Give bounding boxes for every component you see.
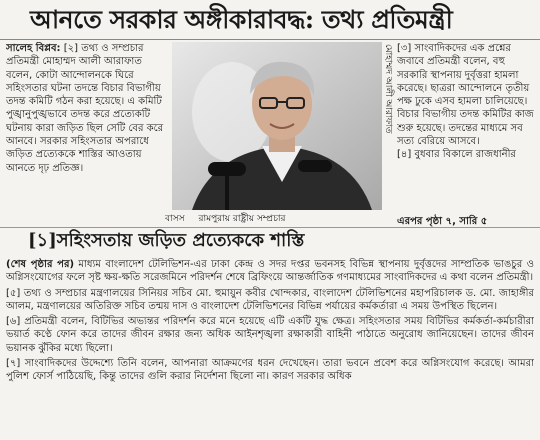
left-column xyxy=(6,42,168,227)
left-column-paragraph xyxy=(6,42,168,175)
right-column-text-2: [৪] বুধবার বিকালে রাজধানীর xyxy=(397,149,516,161)
news-source: বাসস xyxy=(165,214,185,224)
article-body xyxy=(6,258,534,438)
right-column xyxy=(397,42,537,192)
body-paragraph-3: [৬] প্রতিমন্ত্রী বলেন, বিটিভির অভ্যন্তর পরিদর্শন করে মনে হয়েছে এটি একটি যুদ্ধ ক্ষেত্র। সহিংসতার সময় বিটিভির কর্মকর্তা-কর্মচারীরা ভয়ার্ত কণ্ঠে ফোন করে তাদের জীবন রক্ষার জন্য অধিক আইনশৃঙ্খলা রক্ষাকারী বাহিনী পাঠাতে অনুরোধ জানিয়েছেন। তাদের জীবন ভয়ানক ঝুঁকির মধ্যে ছিলো। xyxy=(6,316,534,354)
section-divider xyxy=(0,227,540,228)
byline: সালেহ বিপ্লব: xyxy=(6,43,61,54)
left-column-text: [২] তথ্য ও সম্প্রচার প্রতিমন্ত্রী মোহাম্মদ আলী আরাফাত বলেন, কোটা আন্দোলনকে ঘিরে সহিংসতার ঘটনা তদন্তে বিচার বিভাগীয় তদন্ত কমিটি গঠন করা হয়েছে। এ কমিটি পুঙ্খানুপুঙ্খভাবে তদন্ত করে প্রত্যেকটি ঘটনায় কারা জড়িত ছিল সেটি বের করে আনবে। সরকার সহিংসতার অপরাধে জড়িত প্রত্যেককে শাস্তির আওতায় আনতে দৃঢ় প্রতিজ্ঞ। xyxy=(6,43,164,174)
photo-credit-line xyxy=(165,212,395,226)
right-column-text: [৩] সাংবাদিকদের এক প্রশ্নের জবাবে প্রতিমন্ত্রী বলেন, বহু সরকারি স্থাপনায় দুর্বৃত্তরা হামলা করেছে। ছাত্ররা আন্দোলনে তৃতীয় পক্ষ ঢুকে এসব হামলা চালিয়েছে। বিচার বিভাগীয় তদন্ত কমিটির কাজ শুরু হয়েছে। তদন্তের মাধ্যমে সব সত্য বেরিয়ে আসবে। xyxy=(397,43,534,148)
photo-side-caption: মোহাম্মদ আলী আরাফাত xyxy=(383,44,393,134)
sub-headline: [১]সহিংসতায় জড়িত প্রত্যেককে শাস্তি xyxy=(28,230,305,251)
photo-credit: রামপুরায় রাষ্ট্রীয় সম্প্রচার xyxy=(198,214,286,224)
minister-photo xyxy=(172,42,382,210)
body-paragraph-1 xyxy=(6,258,534,285)
body-paragraph-4: [৭] সাংবাদিকদের উদ্দেশ্যে তিনি বলেন, আপনারা আক্রমণের ধরন দেখেছেন। তারা ভবনে প্রবেশ করে অগ্নিসংযোগ করেছে। আমরা পুলিশ ফোর্স পাঠিয়েছি, কিন্তু তাদের গুলি করার নির্দেশনা ছিলো না। কারণ সরকার অধিক xyxy=(6,358,534,383)
body-paragraph-2: [৫] তথ্য ও সম্প্রচার মন্ত্রণালয়ের সিনিয়র সচিব মো. হুমায়ুন কবীর খোন্দকার, বাংলাদেশ টেলিভিশনের মহাপরিচালক ড. মো. জাহাঙ্গীর আলম, মন্ত্রণালয়ের অতিরিক্ত সচিব তন্ময় দাস ও বাংলাদেশ টেলিভিশনের বিভিন্ন পর্যায়ের কর্মকর্তারা এ সময় উপস্থিত ছিলেন। xyxy=(6,287,534,312)
continuation-note: এরপর পৃষ্ঠা ৭, সারি ৫ xyxy=(397,216,488,227)
body-paragraph-1-text: মাধ্যম বাংলাদেশ টেলিভিশন-এর ঢাকা কেন্দ্র ও সদর দপ্তর ভবনসহ বিভিন্ন স্থাপনায় দুর্বৃত্তদের সাম্প্রতিক ভাঙচুর ও অগ্নিসংযোগের ফলে সৃষ্ট ক্ষয়-ক্ষতি সরেজমিনে পরিদর্শন শেষে ব্রিফিংয়ে আন্তর্জাতিক গণমাধ্যমের সাংবাদিকদের এ কথা বলেন প্রতিমন্ত্রী। xyxy=(6,259,534,284)
headline: আনতে সরকার অঙ্গীকারাবদ্ধ: তথ্য প্রতিমন্ত্রী xyxy=(0,0,540,40)
body-lead: (শেষ পৃষ্ঠার পর) xyxy=(6,259,75,270)
minister-photo-image xyxy=(172,42,382,210)
